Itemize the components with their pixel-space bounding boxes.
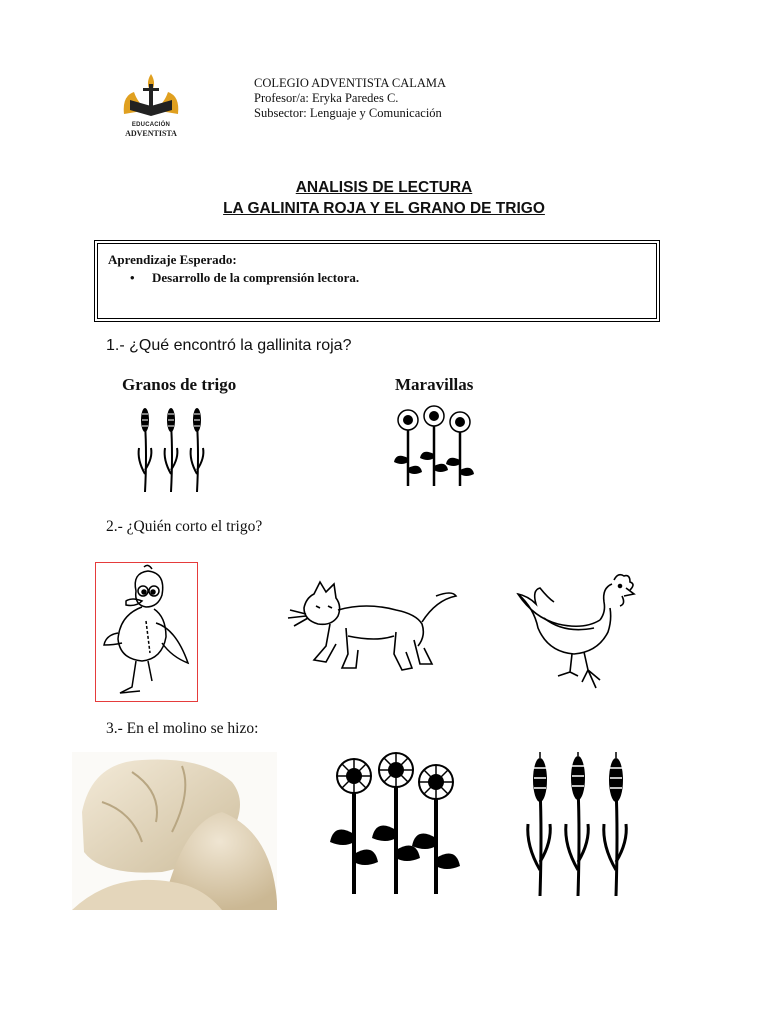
sunflower-image-large[interactable] bbox=[322, 750, 474, 898]
goal-item bbox=[130, 270, 359, 286]
school-name: COLEGIO ADVENTISTA CALAMA bbox=[254, 76, 447, 90]
wheat-image-large[interactable] bbox=[512, 752, 646, 898]
sunflower-icon bbox=[388, 402, 480, 490]
question-1: 1.- ¿Qué encontró la gallinita roja? bbox=[106, 337, 352, 354]
flour-image[interactable] bbox=[72, 752, 277, 910]
flour-icon bbox=[72, 752, 277, 910]
goal-bullet: • bbox=[130, 270, 135, 285]
title-line1: ANALISIS DE LECTURA bbox=[295, 179, 473, 196]
logo-line1: EDUCACIÓN bbox=[131, 122, 171, 128]
learning-goal-box bbox=[94, 240, 660, 322]
sunflower-icon bbox=[322, 750, 474, 898]
school-logo bbox=[118, 70, 184, 142]
cat-icon bbox=[286, 580, 460, 676]
duck-image[interactable] bbox=[95, 562, 198, 702]
sunflower-image-small[interactable] bbox=[388, 402, 480, 490]
hen-icon bbox=[514, 568, 636, 690]
teacher-name: Profesor/a: Eryka Paredes C. bbox=[254, 91, 399, 105]
question-3: 3.- En el molino se hizo: bbox=[106, 720, 259, 737]
duck-icon bbox=[96, 563, 196, 700]
wheat-icon bbox=[512, 752, 646, 898]
goal-item-text: Desarrollo de la comprensión lectora. bbox=[152, 270, 360, 285]
wheat-icon bbox=[133, 404, 213, 494]
q1-option-a: Granos de trigo bbox=[122, 375, 237, 394]
hen-image[interactable] bbox=[514, 568, 636, 690]
subject-name: Subsector: Lenguaje y Comunicación bbox=[254, 106, 442, 120]
title-line2: LA GALINITA ROJA Y EL GRANO DE TRIGO bbox=[223, 200, 545, 217]
cat-image[interactable] bbox=[286, 580, 460, 676]
logo-icon bbox=[118, 70, 184, 122]
logo-line2: ADVENTISTA bbox=[125, 129, 177, 138]
goal-label: Aprendizaje Esperado: bbox=[108, 252, 237, 267]
school-info bbox=[254, 76, 446, 121]
question-2: 2.- ¿Quién corto el trigo? bbox=[106, 518, 263, 535]
wheat-image-small[interactable] bbox=[133, 404, 213, 494]
q1-option-b: Maravillas bbox=[395, 375, 474, 394]
